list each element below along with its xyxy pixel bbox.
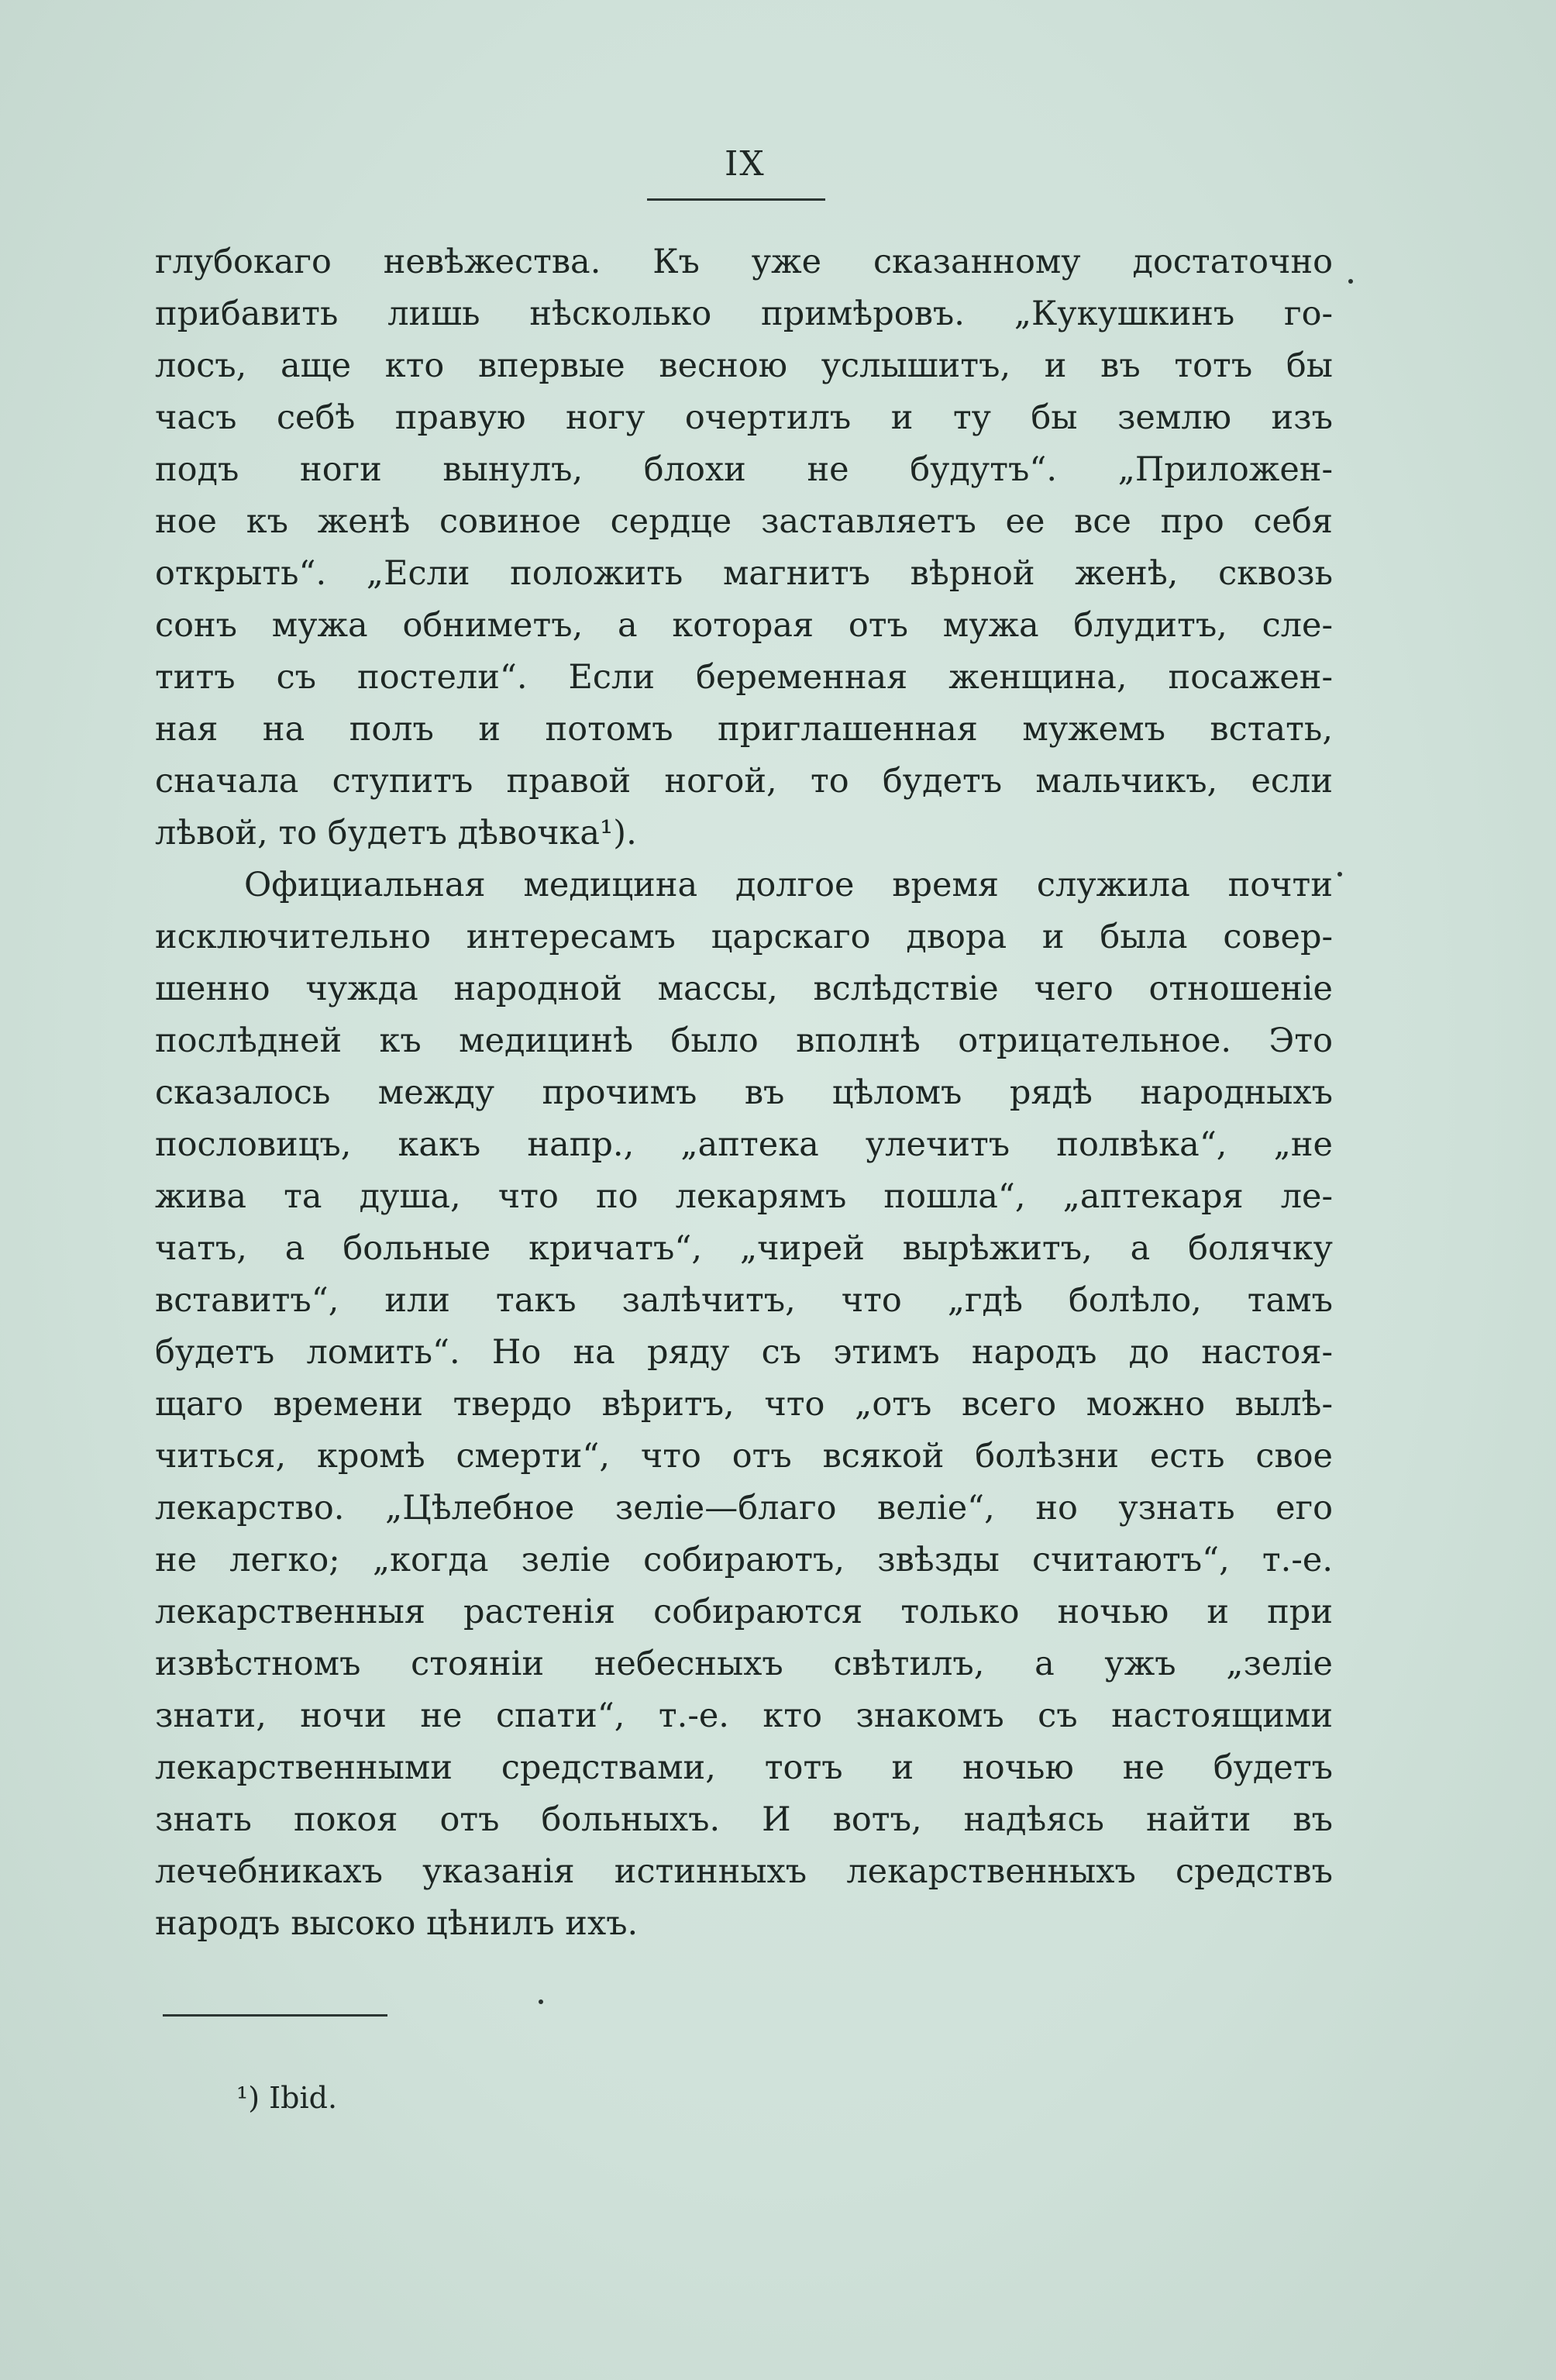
text-line: часъ себѣ правую ногу очертилъ и ту бы землю изъ xyxy=(155,398,1333,437)
text-line: подъ ноги вынулъ, блохи не будутъ“. „Приложен- xyxy=(155,450,1333,489)
text-line: ная на полъ и потомъ приглашенная мужемъ встать, xyxy=(155,710,1333,749)
text-line: глубокаго невѣжества. Къ уже сказанному достаточно xyxy=(155,243,1333,281)
text-line: лекарство. „Цѣлебное зеліе—благо веліе“, но узнать его xyxy=(155,1489,1333,1528)
footnote-rule xyxy=(163,2014,387,2017)
paragraph-1 xyxy=(155,236,1333,859)
text-line: народъ высоко цѣнилъ ихъ. xyxy=(155,1904,639,1943)
text-line: лосъ, аще кто впервые весною услышитъ, и въ тотъ бы xyxy=(155,346,1333,385)
text-line: лечебникахъ указанія истинныхъ лекарственныхъ средствъ xyxy=(155,1852,1333,1891)
text-line: титъ съ постели“. Если беременная женщина, посажен- xyxy=(155,658,1333,697)
text-line: шенно чужда народной массы, вслѣдствіе чего отношеніе xyxy=(155,970,1333,1008)
text-line: лѣвой, то будетъ дѣвочка¹). xyxy=(155,814,637,852)
text-line: жива та душа, что по лекарямъ пошла“, „аптекаря ле- xyxy=(155,1177,1333,1216)
footnote: ¹) Ibid. xyxy=(236,2081,338,2115)
header-rule xyxy=(647,198,825,201)
text-line: читься, кромѣ смерти“, что отъ всякой болѣзни есть свое xyxy=(155,1437,1333,1476)
page-number: IX xyxy=(725,144,766,184)
text-line: Официальная медицина долгое время служила почти xyxy=(244,866,1333,904)
text-line: открыть“. „Если положить магнитъ вѣрной женѣ, сквозь xyxy=(155,554,1333,593)
text-line: будетъ ломить“. Но на ряду съ этимъ народъ до настоя- xyxy=(155,1333,1333,1372)
text-line: сонъ мужа обниметъ, а которая отъ мужа блудитъ, сле- xyxy=(155,606,1333,645)
text-line: знати, ночи не спати“, т.-е. кто знакомъ съ настоящими xyxy=(155,1696,1333,1735)
text-line: ное къ женѣ совиное сердце заставляетъ ее все про себя xyxy=(155,502,1333,541)
text-line: пословицъ, какъ напр., „аптека улечитъ полвѣка“, „не xyxy=(155,1125,1333,1164)
text-line: сначала ступитъ правой ногой, то будетъ мальчикъ, если xyxy=(155,762,1333,801)
text-line: знать покоя отъ больныхъ. И вотъ, надѣясь найти въ xyxy=(155,1800,1333,1839)
text-line: щаго времени твердо вѣритъ, что „отъ всего можно вылѣ- xyxy=(155,1385,1333,1424)
ink-speck xyxy=(1348,279,1353,284)
text-line: не легко; „когда зеліе собираютъ, звѣзды считаютъ“, т.-е. xyxy=(155,1541,1333,1579)
text-line: чатъ, а больные кричатъ“, „чирей вырѣжитъ, а болячку xyxy=(155,1229,1333,1268)
text-line: вставитъ“, или такъ залѣчитъ, что „гдѣ болѣло, тамъ xyxy=(155,1281,1333,1320)
text-line: исключительно интересамъ царскаго двора и была совер- xyxy=(155,918,1333,956)
text-line: извѣстномъ стояніи небесныхъ свѣтилъ, а ужъ „зеліе xyxy=(155,1645,1333,1683)
text-line: прибавить лишь нѣсколько примѣровъ. „Кукушкинъ го- xyxy=(155,294,1333,333)
body-text xyxy=(155,236,1333,1950)
ink-speck xyxy=(1337,872,1342,877)
paragraph-2 xyxy=(155,859,1333,1950)
ink-speck xyxy=(539,1999,543,2004)
text-line: лекарственными средствами, тотъ и ночью не будетъ xyxy=(155,1748,1333,1787)
text-line: лекарственныя растенія собираются только ночью и при xyxy=(155,1593,1333,1631)
text-line: сказалось между прочимъ въ цѣломъ рядѣ народныхъ xyxy=(155,1073,1333,1112)
text-line: послѣдней къ медицинѣ было вполнѣ отрицательное. Это xyxy=(155,1021,1333,1060)
